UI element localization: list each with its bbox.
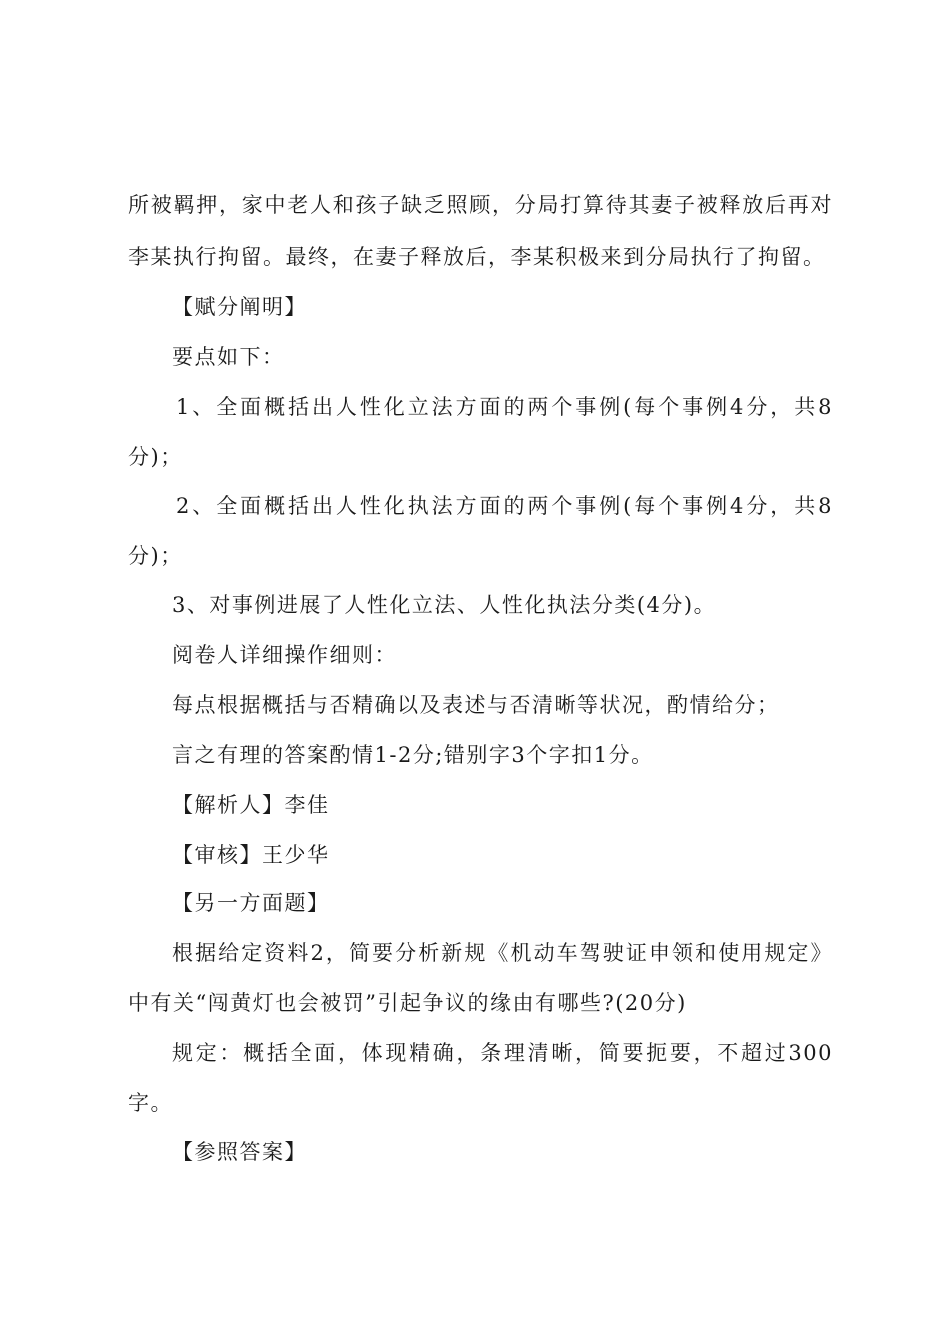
analyst: 【解析人】李佳 — [172, 793, 330, 817]
point-1-line-1: 1、全面概括出人性化立法方面的两个事例(每个事例4分，共8 — [176, 395, 833, 419]
heading-reference-answer: 【参照答案】 — [172, 1140, 307, 1164]
points-intro: 要点如下： — [172, 345, 285, 369]
question-line-2: 中有关“闯黄灯也会被罚”引起争议的缘由有哪些?(20分) — [128, 991, 687, 1015]
point-2-line-1: 2、全面概括出人性化执法方面的两个事例(每个事例4分，共8 — [176, 494, 833, 518]
point-2-line-2: 分)； — [128, 544, 183, 568]
heading-next-question: 【另一方面题】 — [172, 891, 330, 915]
grader-rule-1: 每点根据概括与否精确以及表述与否清晰等状况，酌情给分； — [172, 693, 780, 717]
requirement-line-2: 字。 — [128, 1091, 173, 1115]
question-line-1: 根据给定资料2，简要分析新规《机动车驾驶证申领和使用规定》 — [172, 941, 833, 965]
body-line-1: 所被羁押，家中老人和孩子缺乏照顾，分局打算待其妻子被释放后再对 — [128, 193, 833, 217]
grader-rules-heading: 阅卷人详细操作细则： — [172, 643, 397, 667]
grader-rule-2: 言之有理的答案酌情1-2分;错别字3个字扣1分。 — [172, 743, 654, 767]
heading-scoring: 【赋分阐明】 — [172, 295, 307, 319]
point-1-line-2: 分)； — [128, 445, 183, 469]
point-3: 3、对事例进展了人性化立法、人性化执法分类(4分)。 — [172, 593, 717, 617]
reviewer: 【审核】王少华 — [172, 843, 330, 867]
requirement-line-1: 规定：概括全面，体现精确，条理清晰，简要扼要，不超过300 — [172, 1041, 833, 1065]
body-line-2: 李某执行拘留。最终，在妻子释放后，李某积极来到分局执行了拘留。 — [128, 245, 826, 269]
